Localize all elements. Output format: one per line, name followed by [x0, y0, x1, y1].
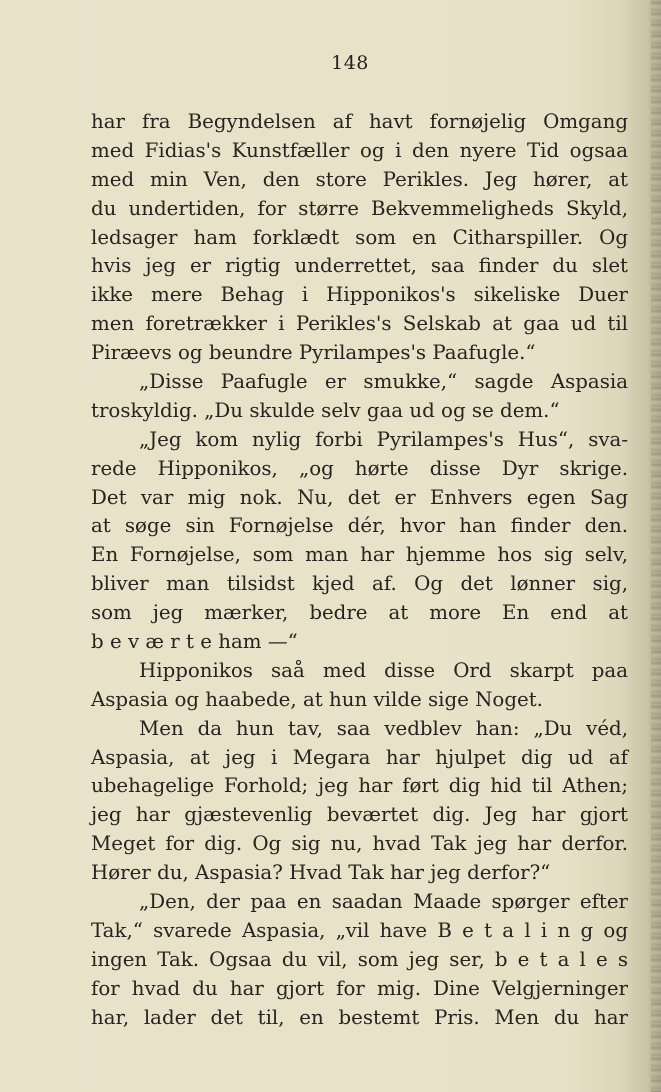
text-line: ingen Tak. Ogsaa du vil, som jeg ser, b e t a l e s — [91, 947, 628, 971]
text-line: Piræevs og beundre Pyrilampes's Paafugle.“ — [91, 341, 536, 365]
text-line: „Jeg kom nylig forbi Pyrilampes's Hus“, sva- — [139, 427, 628, 451]
text-line: for hvad du har gjort for mig. Dine Velgjerninger — [91, 976, 628, 1000]
text-line: rede Hipponikos, „og hørte disse Dyr skrige. — [91, 456, 628, 480]
body-text — [91, 108, 628, 1033]
text-line: ikke mere Behag i Hipponikos's sikeliske Duer — [91, 283, 628, 307]
text-line: med Fidias's Kunstfæller og i den nyere Tid ogsaa — [91, 138, 628, 162]
text-line: Tak,“ svarede Aspasia, „vil have B e t a l i n g og — [91, 918, 628, 942]
text-line: ubehagelige Forhold; jeg har ført dig hid til Athen; — [91, 774, 628, 798]
text-line: Aspasia og haabede, at hun vilde sige Noget. — [91, 687, 543, 711]
text-line: b e v æ r t e ham —“ — [91, 630, 298, 654]
text-line: bliver man tilsidst kjed af. Og det lønner sig, — [91, 572, 628, 596]
text-line: ledsager ham forklædt som en Citharspiller. Og — [91, 225, 628, 249]
page-number: 148 — [331, 52, 369, 74]
text-line: Aspasia, at jeg i Megara har hjulpet dig ud af — [91, 745, 628, 769]
text-line: Det var mig nok. Nu, det er Enhvers egen Sag — [91, 485, 628, 509]
page-edge — [651, 0, 661, 1092]
text-line: Hipponikos saå med disse Ord skarpt paa — [139, 658, 628, 682]
text-line: Hører du, Aspasia? Hvad Tak har jeg derfor?“ — [91, 861, 551, 885]
text-line: Men da hun tav, saa vedblev han: „Du véd, — [139, 716, 628, 740]
text-line: Meget for dig. Og sig nu, hvad Tak jeg har derfor. — [91, 832, 628, 856]
text-line: har, lader det til, en bestemt Pris. Men du har — [91, 1005, 628, 1029]
text-line: med min Ven, den store Perikles. Jeg hører, at — [91, 167, 628, 191]
text-line: har fra Begyndelsen af havt fornøjelig Omgang — [91, 110, 628, 133]
text-line: En Fornøjelse, som man har hjemme hos sig selv, — [91, 543, 628, 567]
text-line: du undertiden, for større Bekvemmeligheds Skyld, — [91, 196, 628, 220]
text-line: hvis jeg er rigtig underrettet, saa finder du slet — [91, 254, 628, 278]
text-line: jeg har gjæstevenlig beværtet dig. Jeg har gjort — [91, 803, 628, 827]
text-line: at søge sin Fornøjelse dér, hvor han finder den. — [91, 514, 628, 538]
text-line: „Disse Paafugle er smukke,“ sagde Aspasia — [139, 370, 628, 394]
text-line: som jeg mærker, bedre at more En end at — [91, 601, 628, 625]
text-line: men foretrækker i Perikles's Selskab at gaa ud til — [91, 312, 628, 336]
text-line: troskyldig. „Du skulde selv gaa ud og se dem.“ — [91, 398, 560, 422]
text-line: „Den, der paa en saadan Maade spørger efter — [139, 890, 628, 914]
